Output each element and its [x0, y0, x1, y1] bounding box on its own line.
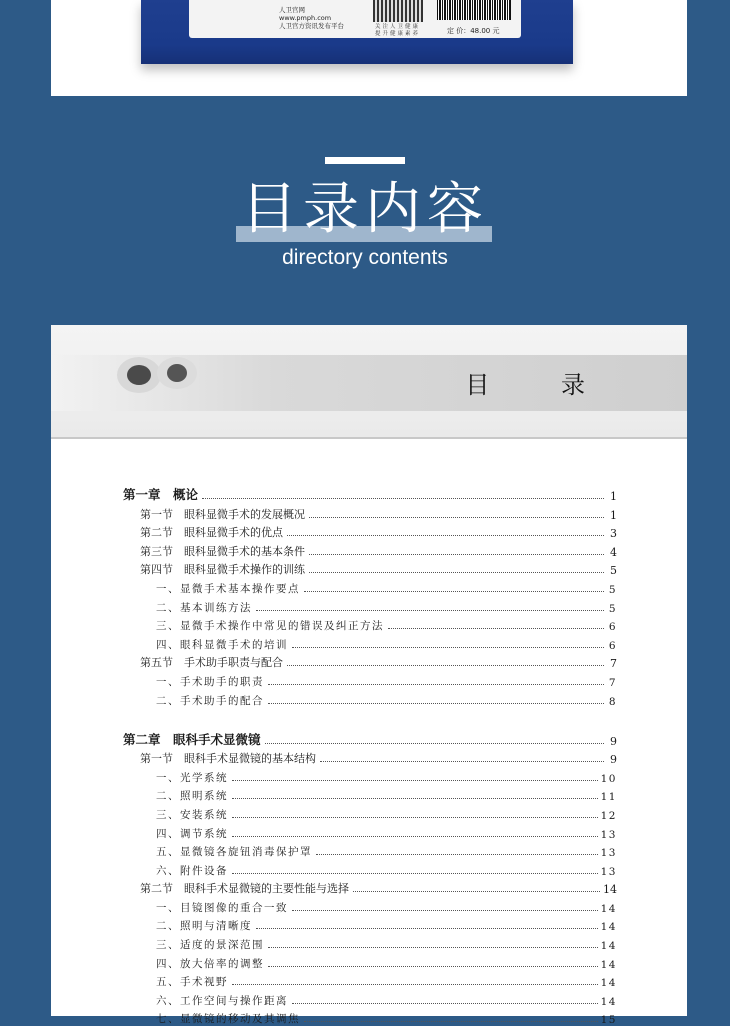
decorative-illustration [111, 339, 201, 399]
isbn-barcode [437, 0, 511, 20]
toc-leader-dots [309, 554, 604, 555]
toc-entry-label: 六、工作空间与操作距离 [156, 994, 288, 1007]
title-accent-bar [325, 157, 405, 164]
toc-leader-dots [256, 610, 604, 611]
book-price: 定 价：48.00 元 [447, 27, 500, 35]
toc-leader-dots [292, 647, 604, 648]
toc-section-entry [123, 559, 617, 578]
toc-leader-dots [353, 891, 600, 892]
toc-section-entry [123, 522, 617, 541]
section-subtitle: directory contents [282, 246, 448, 269]
toc-entry-label: 二、手术助手的配合 [156, 694, 264, 707]
toc-entry-label: 第一节 眼科手术显微镜的基本结构 [140, 752, 316, 766]
toc-entry-label: 三、适度的景深范围 [156, 939, 264, 952]
toc-entry-page: 12 [600, 809, 617, 822]
toc-sub-entry [123, 933, 617, 952]
toc-entry-label: 五、显微镜各旋钮消毒保护罩 [156, 846, 312, 859]
toc-entry-label: 三、显微手术操作中常见的错误及纠正方法 [156, 620, 384, 633]
toc-entry-label: 一、显微手术基本操作要点 [156, 582, 300, 595]
toc-leader-dots [309, 572, 604, 573]
toc-entry-page: 1 [610, 490, 617, 503]
toc-leader-dots [268, 947, 598, 948]
toc-leader-dots [232, 817, 598, 818]
toc-entry-page: 14 [603, 883, 617, 897]
toc-leader-dots [309, 517, 604, 518]
toc-entry-label: 四、调节系统 [156, 827, 228, 840]
toc-leader-dots [232, 780, 598, 781]
toc-section-entry [123, 878, 617, 897]
toc-sub-entry [123, 971, 617, 990]
publisher-line: 人卫官网 [279, 6, 305, 14]
toc-entry-page: 5 [608, 583, 617, 596]
toc-sub-entry [123, 1008, 617, 1026]
toc-entry-page: 3 [610, 527, 617, 541]
toc-entry-label: 三、安装系统 [156, 808, 228, 821]
toc-sub-entry [123, 577, 617, 596]
qr-caption-line: 关注人卫健康 [375, 24, 421, 30]
back-cover-info-panel [189, 0, 521, 38]
toc-entry-page: 1 [610, 508, 617, 522]
toc-sub-entry [123, 766, 617, 785]
publisher-info [279, 6, 344, 30]
toc-entry-page: 15 [600, 1014, 617, 1026]
toc-page-header [51, 325, 687, 437]
toc-entry-page: 14 [600, 921, 617, 934]
book-cover [141, 0, 573, 64]
toc-entry-page: 11 [600, 791, 617, 804]
toc-entry-page: 14 [600, 995, 617, 1008]
toc-sub-entry [123, 896, 617, 915]
toc-leader-dots [232, 873, 598, 874]
toc-entry-page: 13 [600, 828, 617, 841]
toc-entry-label: 第三节 眼科显微手术的基本条件 [140, 544, 305, 558]
toc-entry-label: 第二节 眼科显微手术的优点 [140, 526, 283, 540]
toc-section-entry [123, 748, 617, 767]
toc-leader-dots [268, 966, 598, 967]
toc-leader-dots [388, 628, 604, 629]
toc-heading: 目 录 [465, 371, 617, 399]
toc-sub-entry [123, 803, 617, 822]
toc-entry-page: 8 [608, 695, 617, 708]
toc-entry-label: 第二节 眼科手术显微镜的主要性能与选择 [140, 882, 349, 896]
toc-entry-page: 9 [610, 753, 617, 767]
toc-sub-entry [123, 785, 617, 804]
toc-entry-label: 第二章 眼科手术显微镜 [123, 731, 261, 747]
toc-sub-entry [123, 915, 617, 934]
toc-leader-dots [232, 836, 598, 837]
header-divider [51, 437, 687, 439]
toc-chapter-entry [123, 481, 617, 503]
toc-leader-dots [292, 910, 598, 911]
toc-sub-entry [123, 689, 617, 708]
toc-list [123, 481, 617, 1026]
toc-entry-page: 6 [608, 639, 617, 652]
publisher-line: www.pmph.com [279, 14, 332, 22]
qr-caption-line: 提升健康素养 [375, 31, 421, 37]
toc-sub-entry [123, 633, 617, 652]
toc-sub-entry [123, 841, 617, 860]
toc-section-entry [123, 652, 617, 671]
toc-leader-dots [287, 535, 604, 536]
toc-entry-label: 四、眼科显微手术的培训 [156, 638, 288, 651]
toc-entry-page: 13 [600, 865, 617, 878]
toc-chapter-entry [123, 726, 617, 748]
toc-page [51, 325, 687, 1026]
toc-leader-dots [292, 1003, 598, 1004]
toc-entry-label: 第一节 眼科显微手术的发展概况 [140, 507, 305, 521]
toc-sub-entry [123, 989, 617, 1008]
toc-leader-dots [232, 798, 598, 799]
toc-entry-label: 六、附件设备 [156, 864, 228, 877]
toc-leader-dots [256, 928, 598, 929]
publisher-line: 人卫官方资讯发布平台 [279, 22, 344, 30]
toc-entry-page: 6 [608, 621, 617, 634]
toc-entry-page: 14 [600, 958, 617, 971]
toc-entry-label: 第一章 概论 [123, 487, 199, 502]
toc-section-entry [123, 503, 617, 522]
toc-sub-entry [123, 615, 617, 634]
toc-leader-dots [232, 984, 598, 985]
toc-sub-entry [123, 596, 617, 615]
toc-entry-label: 二、照明与清晰度 [156, 920, 252, 933]
toc-chapter-gap [123, 708, 617, 726]
toc-sub-entry [123, 859, 617, 878]
toc-leader-dots [287, 665, 604, 666]
toc-entry-page: 14 [600, 902, 617, 915]
toc-leader-dots [316, 854, 598, 855]
toc-section-entry [123, 540, 617, 559]
toc-leader-dots [304, 1021, 598, 1022]
toc-leader-dots [320, 761, 604, 762]
toc-entry-label: 第五节 手术助手职责与配合 [140, 656, 283, 670]
toc-leader-dots [268, 703, 604, 704]
toc-entry-page: 7 [608, 676, 617, 689]
toc-entry-label: 一、目镜图像的重合一致 [156, 901, 288, 914]
toc-entry-page: 5 [610, 564, 617, 578]
section-title: 目录内容 [241, 177, 489, 242]
qr-code [373, 0, 423, 22]
toc-entry-label: 一、光学系统 [156, 771, 228, 784]
toc-leader-dots [202, 498, 604, 499]
toc-leader-dots [304, 591, 604, 592]
toc-entry-label: 第四节 眼科显微手术操作的训练 [140, 563, 305, 577]
toc-entry-page: 13 [600, 847, 617, 860]
toc-entry-label: 二、照明系统 [156, 790, 228, 803]
toc-sub-entry [123, 822, 617, 841]
toc-sub-entry [123, 670, 617, 689]
toc-leader-dots [265, 743, 604, 744]
toc-entry-label: 五、手术视野 [156, 976, 228, 989]
toc-entry-page: 10 [600, 772, 617, 785]
book-cover-card [51, 0, 687, 96]
toc-sub-entry [123, 952, 617, 971]
toc-leader-dots [268, 684, 604, 685]
toc-entry-page: 9 [610, 734, 617, 748]
qr-caption [375, 24, 420, 38]
toc-entry-page: 14 [600, 977, 617, 990]
toc-entry-page: 5 [608, 602, 617, 615]
toc-entry-label: 二、基本训练方法 [156, 601, 252, 614]
toc-entry-label: 一、手术助手的职责 [156, 675, 264, 688]
toc-entry-page: 4 [610, 545, 617, 559]
toc-entry-page: 7 [610, 657, 617, 671]
toc-entry-page: 14 [600, 940, 617, 953]
toc-entry-label: 四、放大倍率的调整 [156, 957, 264, 970]
toc-entry-label: 七、显微镜的移动及其调焦 [156, 1013, 300, 1026]
